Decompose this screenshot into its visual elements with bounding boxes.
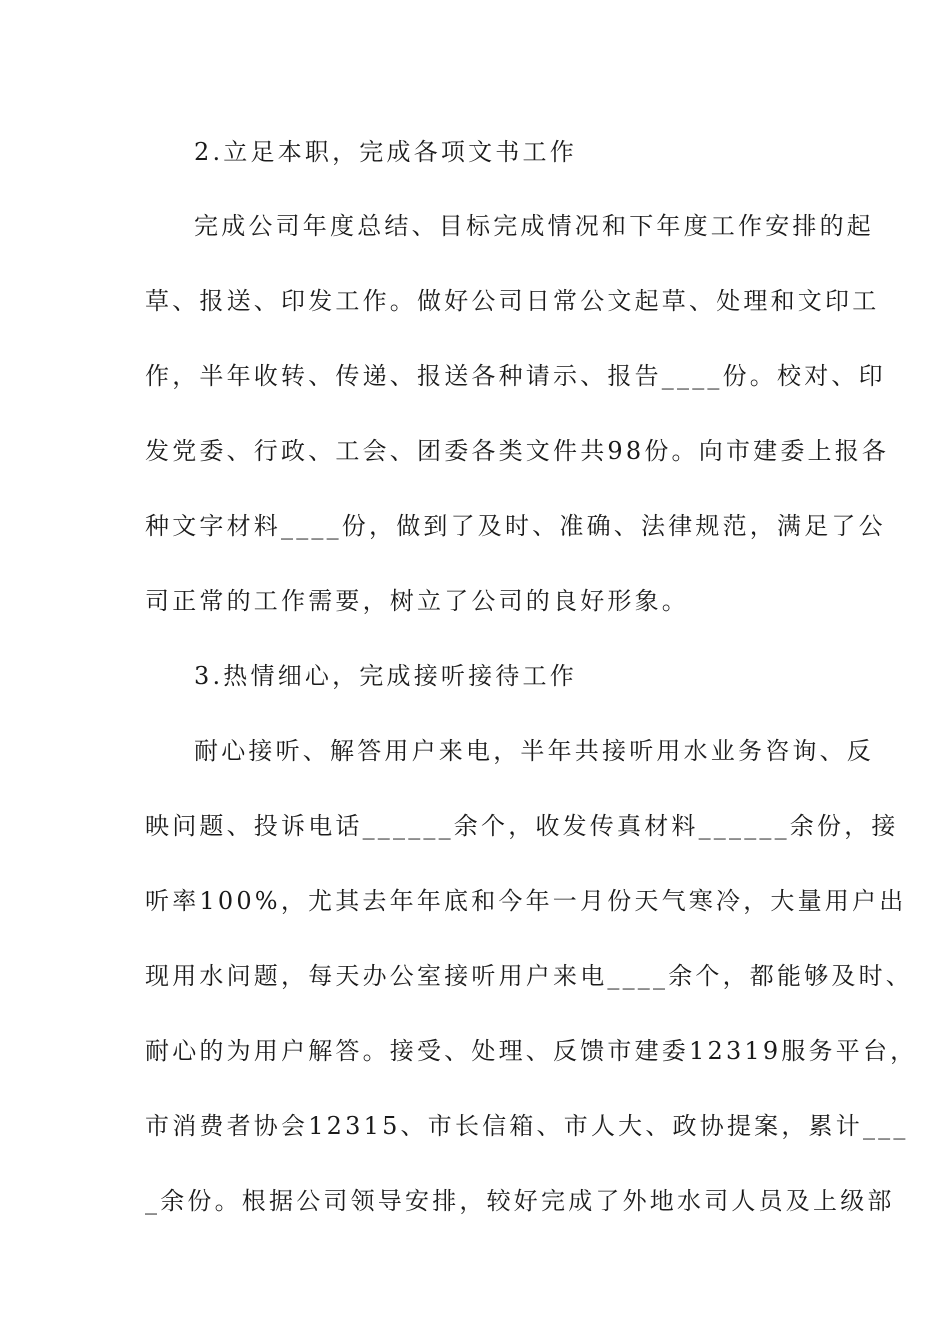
section-heading-2: 2.立足本职，完成各项文书工作 [194, 138, 577, 166]
paragraph-line: 完成公司年度总结、目标完成情况和下年度工作安排的起 [194, 212, 874, 240]
paragraph-line: 草、报送、印发工作。做好公司日常公文起草、处理和文印工 [145, 287, 880, 315]
paragraph-line: 司正常的工作需要，树立了公司的良好形象。 [145, 587, 689, 615]
paragraph-line: 耐心接听、解答用户来电，半年共接听用水业务咨询、反 [194, 737, 874, 765]
paragraph-line: 耐心的为用户解答。接受、处理、反馈市建委12319服务平台， [145, 1037, 918, 1065]
paragraph-line: 发党委、行政、工会、团委各类文件共98份。向市建委上报各 [145, 437, 890, 465]
section-heading-3: 3.热情细心，完成接听接待工作 [194, 662, 577, 690]
paragraph-line: 市消费者协会12315、市长信箱、市人大、政协提案，累计___ [145, 1112, 909, 1140]
paragraph-line: 现用水问题，每天办公室接听用户来电____余个，都能够及时、 [145, 962, 913, 990]
paragraph-line: 种文字材料____份，做到了及时、准确、法律规范，满足了公 [145, 512, 886, 540]
paragraph-line: _余份。根据公司领导安排，较好完成了外地水司人员及上级部 [145, 1187, 895, 1215]
paragraph-line: 映问题、投诉电话______余个，收发传真材料______余份，接 [145, 812, 899, 840]
paragraph-line: 作，半年收转、传递、报送各种请示、报告____份。校对、印 [145, 362, 886, 390]
paragraph-line: 听率100%，尤其去年年底和今年一月份天气寒冷，大量用户出 [145, 887, 907, 915]
